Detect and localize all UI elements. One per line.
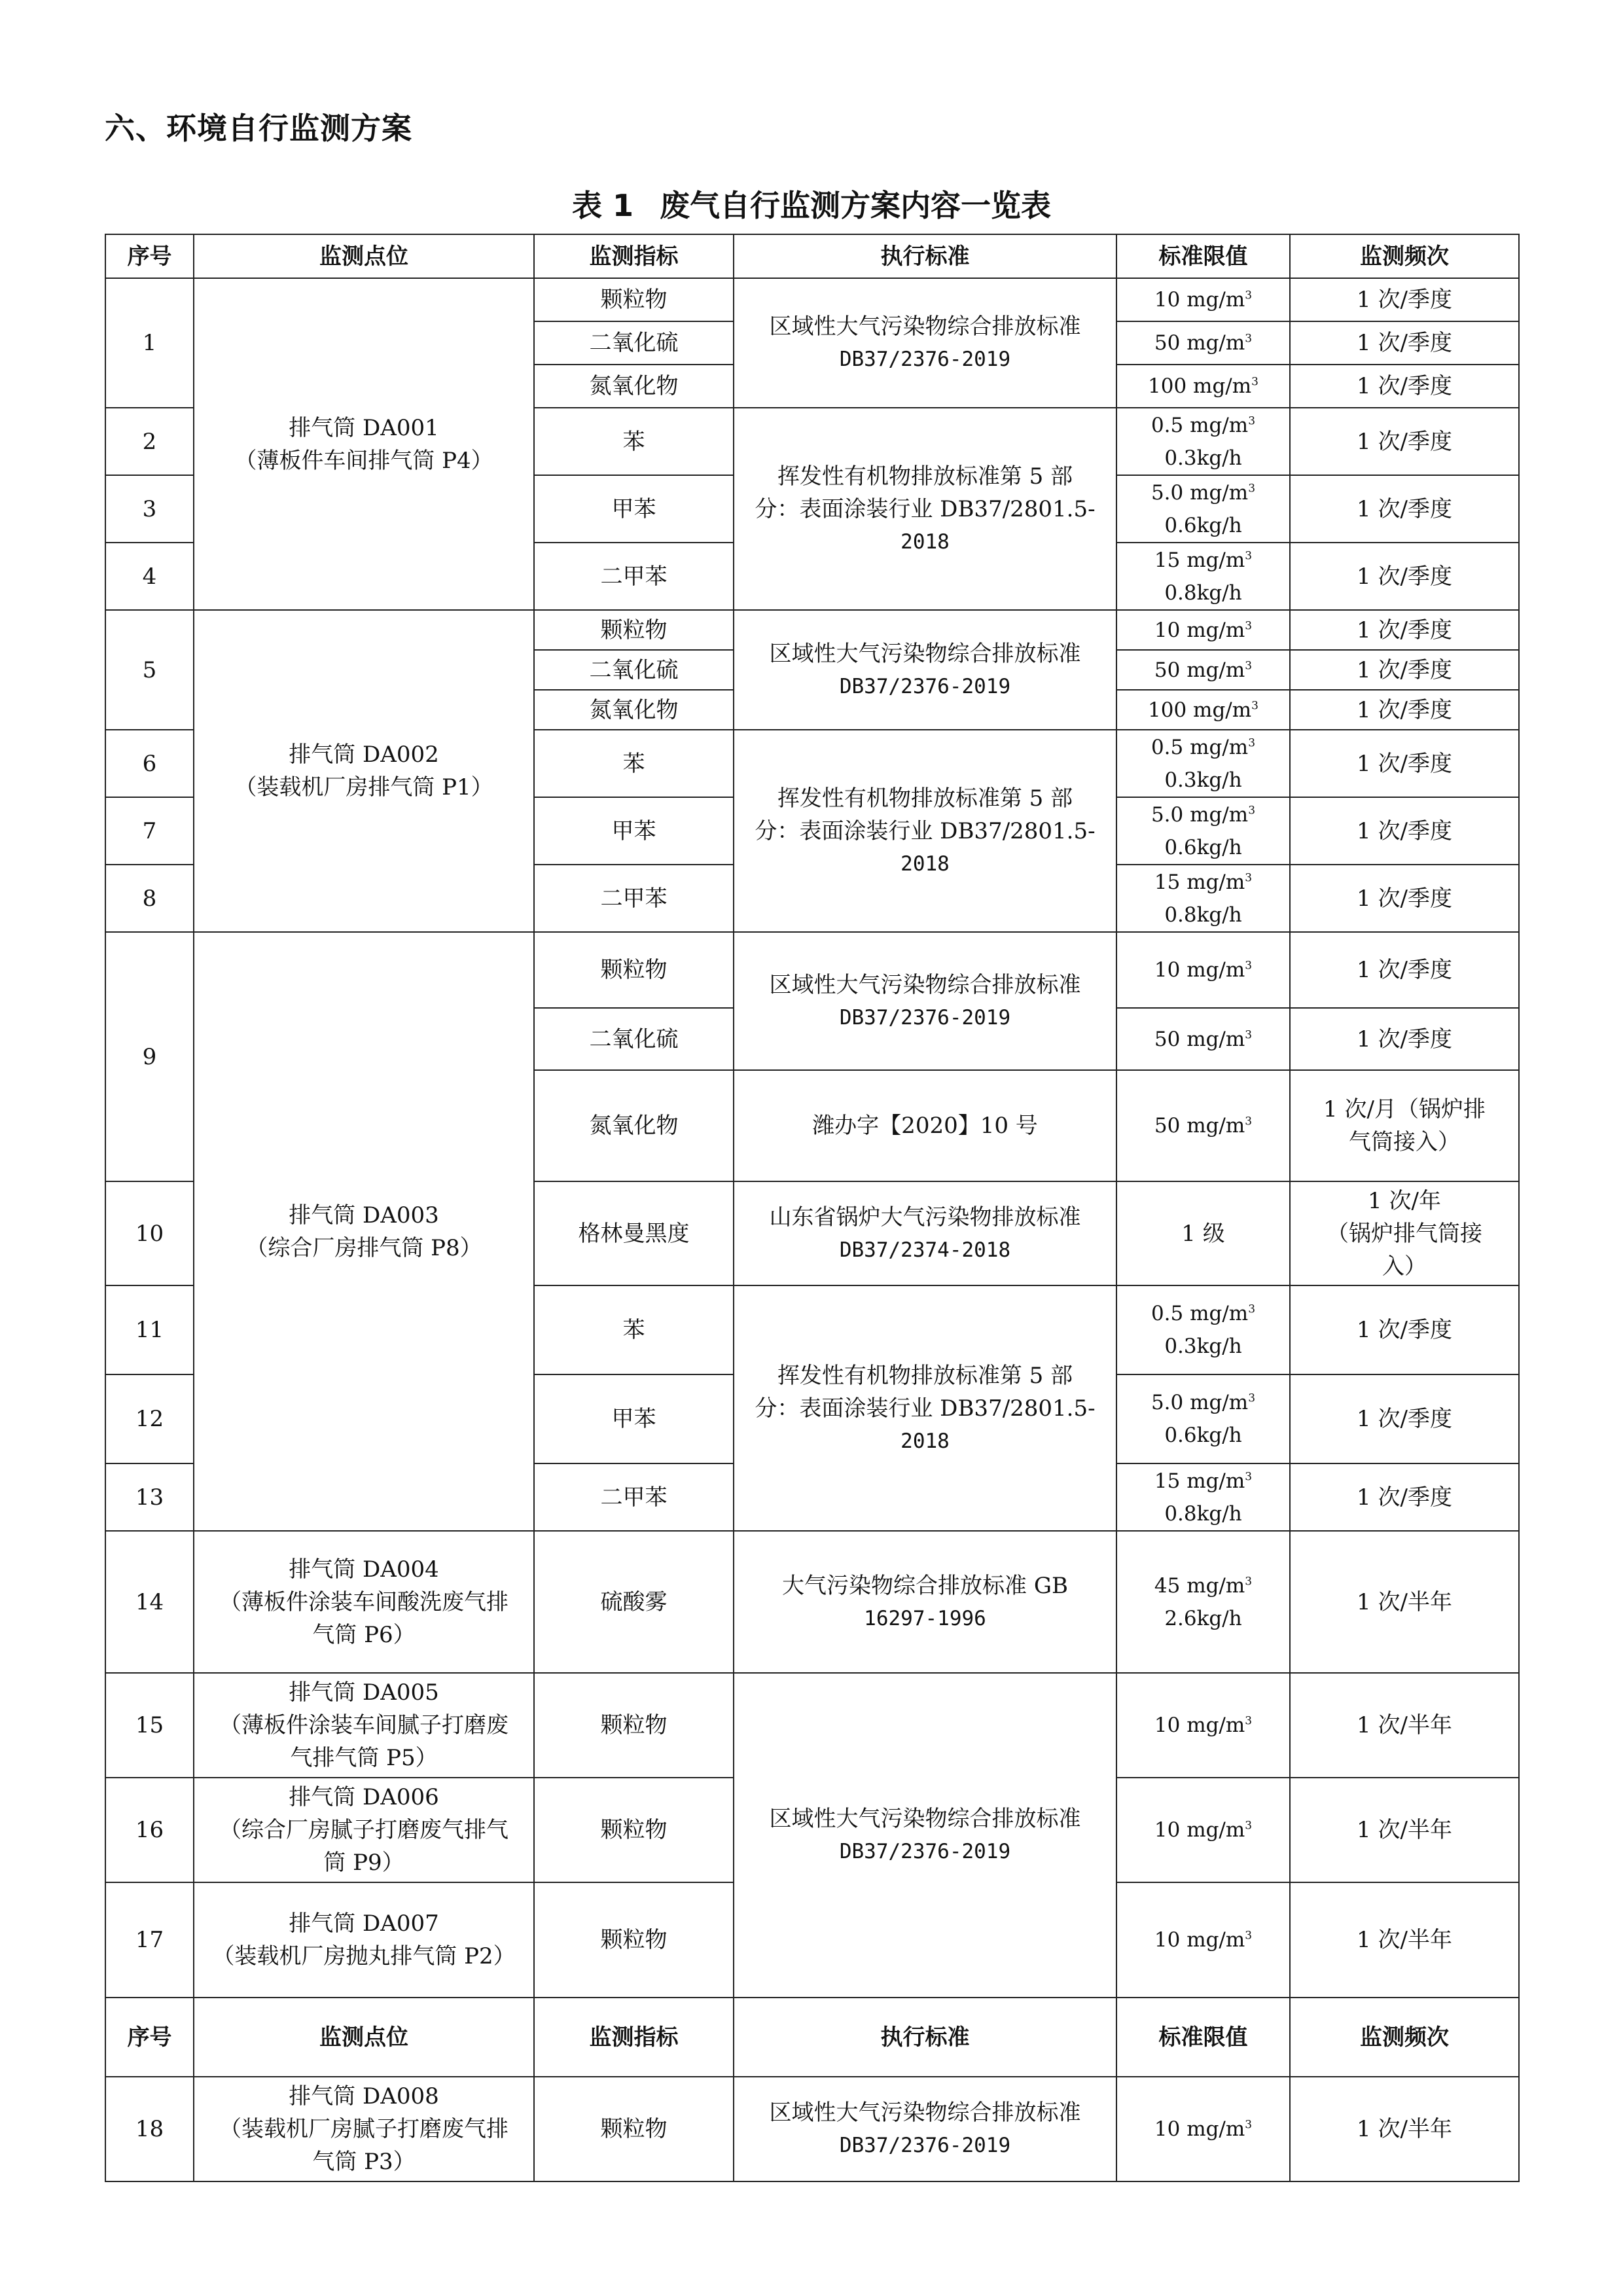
limit — [1116, 1285, 1290, 1374]
table-row — [105, 278, 1519, 321]
header-cell: 序号 — [105, 234, 194, 278]
limit-rate: 2.6kg/h — [1164, 1606, 1242, 1630]
limit: 1 级 — [1116, 1181, 1290, 1285]
limit-unit-sup: 3 — [1245, 1115, 1253, 1128]
frequency: 1 次/季度 — [1290, 1463, 1519, 1531]
limit-unit: mg/m — [1190, 1391, 1249, 1414]
limit — [1116, 797, 1290, 865]
limit-rate: 0.6kg/h — [1164, 835, 1242, 859]
header-cell: 标准限值 — [1116, 1998, 1290, 2077]
limit-unit-sup: 3 — [1245, 1028, 1253, 1042]
limit-unit-sup: 3 — [1248, 804, 1256, 817]
header-cell: 执行标准 — [734, 1998, 1116, 2077]
indicator: 甲苯 — [534, 475, 734, 543]
point-line: （薄板件车间排气筒 P4） — [234, 447, 493, 474]
table-title — [0, 182, 1623, 225]
limit-unit: mg/m — [1186, 1027, 1245, 1051]
standard-line: 2018 — [901, 529, 950, 554]
indicator: 二氧化硫 — [534, 650, 734, 690]
row-number: 16 — [105, 1778, 194, 1882]
limit-unit-sup: 3 — [1251, 699, 1258, 713]
limit — [1116, 321, 1290, 365]
frequency-line: 1 次/年 — [1368, 1187, 1441, 1214]
limit-rate: 0.8kg/h — [1164, 581, 1242, 605]
limit-value: 10 — [1154, 618, 1181, 642]
limit-unit-sup: 3 — [1245, 659, 1253, 673]
monitoring-point — [194, 1778, 534, 1882]
limit-value: 10 — [1154, 2117, 1181, 2141]
indicator: 甲苯 — [534, 1374, 734, 1463]
standard-line: DB37/2376-2019 — [839, 348, 1011, 371]
standard-line: 区域性大气污染物综合排放标准 — [769, 2100, 1081, 2126]
row-number: 6 — [105, 730, 194, 797]
standard — [734, 1531, 1116, 1673]
indicator: 硫酸雾 — [534, 1531, 734, 1673]
indicator: 氮氧化物 — [534, 1070, 734, 1181]
limit-unit: mg/m — [1186, 331, 1245, 355]
table-number: 表 1 — [571, 188, 634, 223]
standard-line: DB37/2376-2019 — [839, 2134, 1011, 2157]
limit-unit: mg/m — [1190, 735, 1249, 759]
indicator: 二甲苯 — [534, 1463, 734, 1531]
point-line: （综合厂房排气筒 P8） — [245, 1234, 482, 1261]
limit-unit-sup: 3 — [1245, 1929, 1253, 1943]
row-number: 15 — [105, 1673, 194, 1778]
monitoring-table — [105, 234, 1520, 2182]
indicator: 颗粒物 — [534, 278, 734, 321]
point-line: 排气筒 DA004 — [289, 1556, 439, 1583]
limit-unit-sup: 3 — [1245, 2118, 1253, 2132]
indicator: 颗粒物 — [534, 1778, 734, 1882]
header-cell: 执行标准 — [734, 234, 1116, 278]
indicator: 氮氧化物 — [534, 690, 734, 730]
table-header-row — [105, 1998, 1519, 2077]
limit-unit: mg/m — [1190, 1302, 1249, 1325]
limit-unit: mg/m — [1186, 1713, 1245, 1737]
header-cell: 标准限值 — [1116, 234, 1290, 278]
limit-value: 15 — [1154, 548, 1181, 572]
row-number: 9 — [105, 932, 194, 1181]
limit-value: 10 — [1154, 1818, 1181, 1842]
limit-unit-sup: 3 — [1245, 871, 1253, 885]
point-line: （装载机厂房抛丸排气筒 P2） — [212, 1943, 516, 1969]
row-number: 3 — [105, 475, 194, 543]
monitoring-point — [194, 278, 534, 610]
indicator: 颗粒物 — [534, 1882, 734, 1998]
frequency: 1 次/季度 — [1290, 1374, 1519, 1463]
limit-unit: mg/m — [1190, 802, 1249, 827]
table-row — [105, 1531, 1519, 1673]
limit-unit: mg/m — [1186, 1928, 1245, 1952]
standard — [734, 278, 1116, 408]
limit-unit-sup: 3 — [1245, 1470, 1253, 1484]
limit — [1116, 650, 1290, 690]
row-number: 13 — [105, 1463, 194, 1531]
standard-line: 区域性大气污染物综合排放标准 — [769, 971, 1081, 998]
limit-unit: mg/m — [1186, 658, 1245, 682]
limit-unit-sup: 3 — [1245, 549, 1253, 563]
row-number: 5 — [105, 610, 194, 730]
limit — [1116, 610, 1290, 650]
limit-unit-sup: 3 — [1245, 619, 1253, 633]
limit-unit: mg/m — [1186, 958, 1245, 982]
standard-line: 2018 — [901, 852, 950, 876]
limit-value: 5.0 — [1150, 480, 1184, 505]
limit-value: 5.0 — [1150, 1391, 1184, 1414]
limit-value: 10 — [1154, 958, 1181, 982]
limit — [1116, 1531, 1290, 1673]
frequency: 1 次/季度 — [1290, 365, 1519, 408]
limit-unit: mg/m — [1186, 548, 1245, 572]
limit-unit: mg/m — [1193, 374, 1252, 398]
limit-value: 10 — [1154, 288, 1181, 312]
monitoring-point — [194, 1673, 534, 1778]
limit-rate: 0.3kg/h — [1164, 1335, 1242, 1358]
limit-unit-sup: 3 — [1245, 1575, 1253, 1588]
limit-value: 5.0 — [1150, 802, 1184, 827]
limit-unit: mg/m — [1193, 698, 1252, 722]
standard — [734, 408, 1116, 610]
indicator: 二氧化硫 — [534, 1008, 734, 1070]
limit-value: 0.5 — [1150, 413, 1184, 437]
limit-rate: 0.3kg/h — [1164, 446, 1242, 470]
row-number: 18 — [105, 2077, 194, 2181]
point-line: 排气筒 DA001 — [289, 414, 439, 441]
limit-unit: mg/m — [1190, 480, 1249, 505]
limit — [1116, 543, 1290, 610]
frequency: 1 次/季度 — [1290, 321, 1519, 365]
standard-line: 区域性大气污染物综合排放标准 — [769, 1806, 1081, 1832]
limit — [1116, 2077, 1290, 2181]
point-line: 排气筒 DA003 — [289, 1202, 439, 1229]
limit-rate: 0.6kg/h — [1164, 513, 1242, 537]
limit-unit-sup: 3 — [1248, 736, 1256, 750]
monitoring-point — [194, 610, 534, 932]
frequency: 1 次/季度 — [1290, 932, 1519, 1008]
limit-value: 50 — [1154, 1114, 1181, 1138]
frequency: 1 次/半年 — [1290, 1673, 1519, 1778]
indicator: 格林曼黑度 — [534, 1181, 734, 1285]
limit-rate: 0.8kg/h — [1164, 903, 1242, 927]
monitoring-point — [194, 932, 534, 1531]
header-cell: 监测指标 — [534, 234, 734, 278]
limit-value: 100 — [1148, 374, 1187, 398]
frequency: 1 次/季度 — [1290, 408, 1519, 475]
indicator: 颗粒物 — [534, 610, 734, 650]
limit — [1116, 865, 1290, 932]
frequency — [1290, 1070, 1519, 1181]
standard-line: 分：表面涂装行业 DB37/2801.5- — [755, 817, 1096, 844]
frequency: 1 次/半年 — [1290, 1531, 1519, 1673]
standard-line: 挥发性有机物排放标准第 5 部 — [777, 1362, 1073, 1389]
frequency: 1 次/季度 — [1290, 278, 1519, 321]
point-line: 排气筒 DA002 — [289, 742, 439, 768]
frequency: 1 次/季度 — [1290, 1285, 1519, 1374]
row-number: 7 — [105, 797, 194, 865]
point-line: （装载机厂房排气筒 P1） — [234, 774, 493, 800]
standard — [734, 932, 1116, 1070]
standard: 潍办字【2020】10 号 — [734, 1070, 1116, 1181]
indicator: 苯 — [534, 408, 734, 475]
standard-line: 分：表面涂装行业 DB37/2801.5- — [755, 1395, 1096, 1422]
row-number: 1 — [105, 278, 194, 408]
limit — [1116, 475, 1290, 543]
header-cell: 监测频次 — [1290, 234, 1519, 278]
limit — [1116, 278, 1290, 321]
monitoring-point — [194, 2077, 534, 2181]
limit-unit: mg/m — [1186, 1469, 1245, 1493]
limit-unit-sup: 3 — [1245, 1819, 1253, 1833]
header-cell: 监测点位 — [194, 234, 534, 278]
frequency-line: 1 次/月（锅炉排 — [1323, 1096, 1486, 1122]
standard-line: 分：表面涂装行业 DB37/2801.5- — [755, 495, 1096, 522]
table-row — [105, 2077, 1519, 2181]
indicator: 二甲苯 — [534, 543, 734, 610]
standard-line: 2018 — [901, 1429, 950, 1453]
indicator: 颗粒物 — [534, 1673, 734, 1778]
standard-line: 山东省锅炉大气污染物排放标准 — [769, 1204, 1081, 1230]
standard — [734, 2077, 1116, 2181]
limit-unit-sup: 3 — [1245, 332, 1253, 346]
limit — [1116, 1463, 1290, 1531]
limit-value: 15 — [1154, 1469, 1181, 1493]
limit-unit: mg/m — [1190, 413, 1249, 437]
table-row — [105, 1673, 1519, 1778]
standard — [734, 1181, 1116, 1285]
point-line: 排气筒 DA008 — [289, 2083, 439, 2109]
limit-unit: mg/m — [1186, 288, 1245, 312]
limit-value: 50 — [1154, 331, 1181, 355]
table-row — [105, 932, 1519, 1008]
row-number: 2 — [105, 408, 194, 475]
limit — [1116, 1374, 1290, 1463]
limit — [1116, 1008, 1290, 1070]
standard-line: 挥发性有机物排放标准第 5 部 — [777, 785, 1073, 812]
section-heading: 六、环境自行监测方案 — [105, 111, 412, 146]
frequency: 1 次/半年 — [1290, 1778, 1519, 1882]
indicator: 颗粒物 — [534, 2077, 734, 2181]
row-number: 17 — [105, 1882, 194, 1998]
point-line: 气排气筒 P5） — [290, 1745, 438, 1771]
limit-value: 0.5 — [1150, 735, 1184, 759]
limit-unit-sup: 3 — [1248, 414, 1256, 428]
standard-line: DB37/2374-2018 — [839, 1238, 1011, 1262]
frequency: 1 次/季度 — [1290, 730, 1519, 797]
limit-unit-sup: 3 — [1248, 482, 1256, 495]
limit-unit-sup: 3 — [1245, 1714, 1253, 1728]
point-line: （综合厂房腻子打磨废气排气 — [219, 1817, 508, 1843]
standard-line: 区域性大气污染物综合排放标准 — [769, 640, 1081, 667]
limit — [1116, 730, 1290, 797]
limit-unit-sup: 3 — [1245, 289, 1253, 302]
row-number: 11 — [105, 1285, 194, 1374]
frequency: 1 次/半年 — [1290, 1882, 1519, 1998]
point-line: （装载机厂房腻子打磨废气排 — [219, 2116, 508, 2142]
indicator: 苯 — [534, 730, 734, 797]
monitoring-point — [194, 1882, 534, 1998]
standard-line: 大气污染物综合排放标准 GB — [782, 1572, 1068, 1599]
frequency-line: 入） — [1382, 1253, 1427, 1280]
limit-unit-sup: 3 — [1251, 375, 1258, 389]
standard — [734, 1673, 1116, 1998]
row-number: 14 — [105, 1531, 194, 1673]
limit-rate: 0.3kg/h — [1164, 768, 1242, 792]
standard-line: DB37/2376-2019 — [839, 1005, 1011, 1030]
point-line: 气筒 P6） — [312, 1621, 416, 1648]
limit-unit-sup: 3 — [1248, 1302, 1256, 1316]
limit — [1116, 1882, 1290, 1998]
limit-unit-sup: 3 — [1245, 959, 1253, 973]
limit-unit: mg/m — [1186, 618, 1245, 642]
limit — [1116, 1070, 1290, 1181]
standard-line: DB37/2376-2019 — [839, 1840, 1011, 1863]
indicator: 甲苯 — [534, 797, 734, 865]
frequency: 1 次/季度 — [1290, 865, 1519, 932]
limit — [1116, 690, 1290, 730]
table-row — [105, 610, 1519, 650]
monitoring-point — [194, 1531, 534, 1673]
standard-line: DB37/2376-2019 — [839, 674, 1011, 698]
frequency-line: （锅炉排气筒接 — [1327, 1220, 1482, 1247]
limit-value: 100 — [1148, 698, 1187, 722]
limit-unit: mg/m — [1186, 2117, 1245, 2141]
point-line: （薄板件涂装车间腻子打磨废 — [219, 1712, 508, 1738]
standard-line: 挥发性有机物排放标准第 5 部 — [777, 463, 1073, 490]
indicator: 二甲苯 — [534, 865, 734, 932]
frequency-line: 气筒接入） — [1349, 1129, 1460, 1155]
limit — [1116, 1673, 1290, 1778]
standard — [734, 730, 1116, 932]
limit-value: 50 — [1154, 658, 1181, 682]
limit-rate: 0.8kg/h — [1164, 1501, 1242, 1526]
frequency: 1 次/季度 — [1290, 690, 1519, 730]
limit-value: 10 — [1154, 1928, 1181, 1952]
limit-value: 0.5 — [1150, 1302, 1184, 1325]
standard — [734, 1285, 1116, 1531]
row-number: 8 — [105, 865, 194, 932]
limit-unit: mg/m — [1186, 870, 1245, 894]
indicator: 颗粒物 — [534, 932, 734, 1008]
standard-line: 区域性大气污染物综合排放标准 — [769, 314, 1081, 340]
row-number: 10 — [105, 1181, 194, 1285]
frequency: 1 次/季度 — [1290, 610, 1519, 650]
limit — [1116, 1778, 1290, 1882]
standard — [734, 610, 1116, 730]
row-number: 4 — [105, 543, 194, 610]
indicator: 氮氧化物 — [534, 365, 734, 408]
limit-rate: 0.6kg/h — [1164, 1424, 1242, 1447]
header-cell: 监测指标 — [534, 1998, 734, 2077]
limit-unit: mg/m — [1186, 1114, 1245, 1138]
point-line: （薄板件涂装车间酸洗废气排 — [219, 1588, 508, 1615]
limit-unit: mg/m — [1186, 1818, 1245, 1842]
limit-value: 50 — [1154, 1027, 1181, 1051]
limit-unit: mg/m — [1186, 1573, 1245, 1598]
frequency — [1290, 1181, 1519, 1285]
header-cell: 监测点位 — [194, 1998, 534, 2077]
point-line: 排气筒 DA005 — [289, 1679, 439, 1706]
frequency: 1 次/季度 — [1290, 543, 1519, 610]
point-line: 气筒 P3） — [312, 2149, 416, 2175]
point-line: 排气筒 DA006 — [289, 1784, 439, 1810]
limit-value: 45 — [1154, 1573, 1181, 1598]
limit — [1116, 932, 1290, 1008]
indicator: 二氧化硫 — [534, 321, 734, 365]
limit-value: 10 — [1154, 1713, 1181, 1737]
table-name: 废气自行监测方案内容一览表 — [660, 188, 1052, 223]
header-cell: 监测频次 — [1290, 1998, 1519, 2077]
row-number: 12 — [105, 1374, 194, 1463]
frequency: 1 次/季度 — [1290, 475, 1519, 543]
header-cell: 序号 — [105, 1998, 194, 2077]
table-header-row — [105, 234, 1519, 278]
limit — [1116, 408, 1290, 475]
frequency: 1 次/季度 — [1290, 797, 1519, 865]
point-line: 筒 P9） — [323, 1850, 404, 1876]
limit-value: 15 — [1154, 870, 1181, 894]
indicator: 苯 — [534, 1285, 734, 1374]
frequency: 1 次/季度 — [1290, 1008, 1519, 1070]
standard-line: 16297-1996 — [864, 1606, 986, 1630]
frequency: 1 次/季度 — [1290, 650, 1519, 690]
point-line: 排气筒 DA007 — [289, 1910, 439, 1937]
limit — [1116, 365, 1290, 408]
frequency: 1 次/半年 — [1290, 2077, 1519, 2181]
limit-unit-sup: 3 — [1248, 1391, 1256, 1405]
